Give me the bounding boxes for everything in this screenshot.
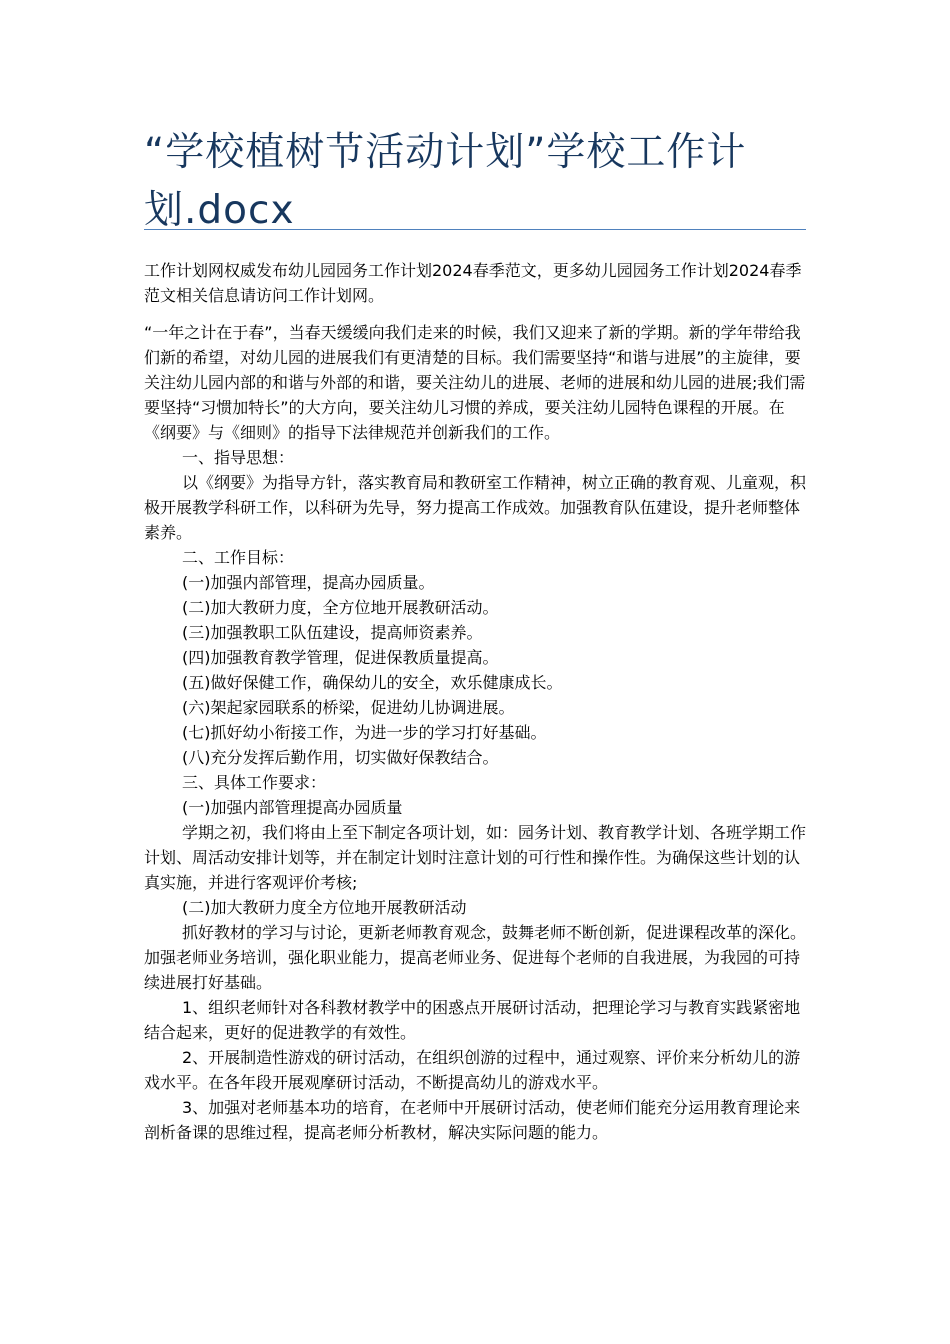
list-item: 2、开展制造性游戏的研讨活动，在组织创游的过程中，通过观察、评价来分析幼儿的游戏水平。在各年段开展观摩研讨活动，不断提高幼儿的游戏水平。: [144, 1048, 801, 1092]
list-item: 3、加强对老师基本功的培育，在老师中开展研讨活动，使老师们能充分运用教育理论来剖析备课的思维过程，提高老师分析教材，解决实际问题的能力。: [144, 1098, 801, 1142]
title-divider: [144, 229, 806, 230]
goal-item: (八)充分发挥后勤作用，切实做好保教结合。: [182, 748, 499, 767]
goal-item: (六)架起家园联系的桥梁，促进幼儿协调进展。: [182, 698, 515, 717]
goal-item: (三)加强教职工队伍建设，提高师资素养。: [182, 623, 483, 642]
intro-paragraph: 工作计划网权威发布幼儿园园务工作计划2024春季范文，更多幼儿园园务工作计划2024春季范文相关信息请访问工作计划网。: [144, 261, 802, 305]
paragraph-internal-management: 学期之初，我们将由上至下制定各项计划，如：园务计划、教育教学计划、各班学期工作计划、周活动安排计划等，并在制定计划时注意计划的可行性和操作性。为确保这些计划的认真实施，并进行客观评价考核;: [144, 823, 807, 892]
heading-work-goals: 二、工作目标：: [182, 548, 295, 567]
document-title: “学校植树节活动计划”学校工作计划.docx: [144, 130, 747, 233]
list-item: 1、组织老师针对各科教材教学中的困惑点开展研讨活动，把理论学习与教育实践紧密地结合起来，更好的促进教学的有效性。: [144, 998, 801, 1042]
heading-guiding-ideology: 一、指导思想：: [182, 448, 295, 467]
goal-item: (二)加大教研力度，全方位地开展教研活动。: [182, 598, 499, 617]
goal-item: (四)加强教育教学管理，促进保教质量提高。: [182, 648, 499, 667]
goal-item: (七)抓好幼小衔接工作，为进一步的学习打好基础。: [182, 723, 547, 742]
subheading-internal-management: (一)加强内部管理提高办园质量: [182, 798, 403, 817]
subheading-teaching-research: (二)加大教研力度全方位地开展教研活动: [182, 898, 467, 917]
heading-work-requirements: 三、具体工作要求：: [182, 773, 327, 792]
paragraph-guiding-ideology: 以《纲要》为指导方针，落实教育局和教研室工作精神，树立正确的教育观、儿童观，积极开展教学科研工作，以科研为先导，努力提高工作成效。加强教育队伍建设，提升老师整体素养。: [144, 473, 807, 542]
paragraph-opening: “一年之计在于春”，当春天缓缓向我们走来的时候，我们又迎来了新的学期。新的学年带给我们新的希望，对幼儿园的进展我们有更清楚的目标。我们需要坚持“和谐与进展”的主旋律，要关注幼儿园内部的和谐与外部的和谐，要关注幼儿的进展、老师的进展和幼儿园的进展;我们需要坚持“习惯加特长”的大方向，要关注幼儿习惯的养成，要关注幼儿园特色课程的开展。在《纲要》与《细则》的指导下法律规范并创新我们的工作。: [144, 323, 806, 442]
goal-item: (一)加强内部管理，提高办园质量。: [182, 573, 435, 592]
document-body: [144, 320, 806, 1145]
paragraph-teaching-research: 抓好教材的学习与讨论，更新老师教育观念，鼓舞老师不断创新，促进课程改革的深化。加强老师业务培训，强化职业能力，提高老师业务、促进每个老师的自我进展，为我园的可持续进展打好基础。: [144, 923, 807, 992]
goal-item: (五)做好保健工作，确保幼儿的安全，欢乐健康成长。: [182, 673, 563, 692]
